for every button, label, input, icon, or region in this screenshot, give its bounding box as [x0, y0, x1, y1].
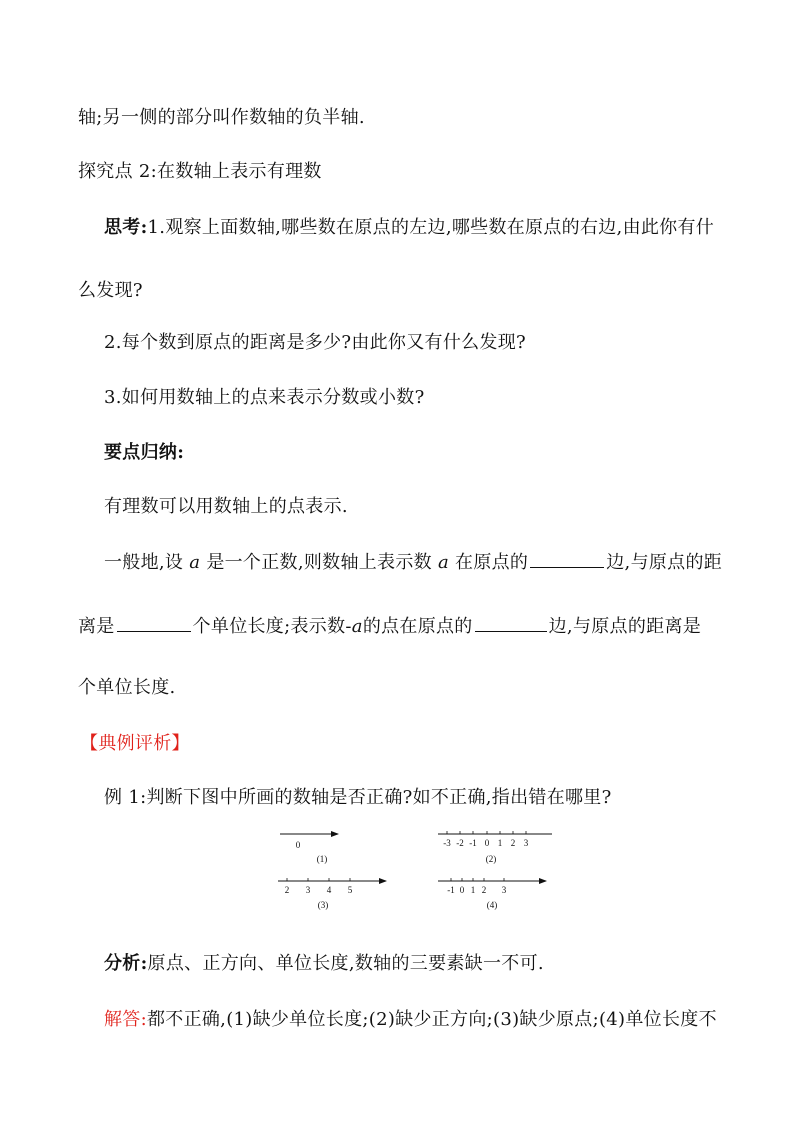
- answer-label: 解答:: [104, 1009, 147, 1030]
- example-1-question: 例 1:判断下图中所画的数轴是否正确?如不正确,指出错在哪里?: [104, 787, 612, 808]
- analysis-line: [104, 952, 544, 976]
- fig3-tick-label: 4: [326, 885, 332, 895]
- variable-a-2: a: [437, 552, 450, 573]
- summary-label: 要点归纳:: [104, 442, 185, 463]
- think-q1-text: 1.观察上面数轴,哪些数在原点的左边,哪些数在原点的右边,由此你有什: [147, 217, 715, 238]
- fig4-tick-label: 2: [481, 885, 487, 895]
- number-line-figures: [0, 826, 800, 916]
- fig2-tick-label: -2: [456, 838, 464, 848]
- fig3-tick-label: 5: [347, 885, 353, 895]
- fig4-tick-label: 1: [470, 885, 476, 895]
- think-question-1: [104, 216, 714, 240]
- figure-1-number-line: [280, 834, 338, 864]
- summary-3-part-a: 离是: [78, 616, 115, 637]
- fill-blank-3[interactable]: [475, 613, 547, 632]
- summary-line-4: 个单位长度.: [78, 677, 176, 698]
- fig1-caption: (1): [316, 854, 328, 864]
- example-section-header: 【典例评析】: [80, 733, 190, 754]
- summary-2-part-a: 一般地,设: [104, 552, 190, 573]
- fig4-tick-label: 3: [501, 885, 507, 895]
- fig4-caption: (4): [486, 900, 498, 910]
- fig2-caption: (2): [485, 854, 497, 864]
- section-heading-explore-2: 探究点 2:在数轴上表示有理数: [78, 161, 322, 182]
- fig2-tick-label: -3: [443, 838, 451, 848]
- variable-a: a: [189, 552, 201, 573]
- figure-2-number-line: [438, 831, 552, 864]
- fig2-tick-label: -1: [469, 838, 477, 848]
- fill-blank-1[interactable]: [530, 549, 604, 568]
- think-question-2: 2.每个数到原点的距离是多少?由此你又有什么发现?: [104, 332, 526, 353]
- fig2-tick-label: 3: [523, 838, 529, 848]
- answer-line: [104, 1008, 717, 1032]
- fig3-tick-label: 2: [284, 885, 290, 895]
- fig3-tick-label: 3: [305, 885, 311, 895]
- summary-3-part-b: 个单位长度;表示数-: [192, 616, 352, 637]
- summary-2-part-b: 是一个正数,则数轴上表示数: [200, 552, 438, 573]
- think-question-3: 3.如何用数轴上的点来表示分数或小数?: [104, 387, 425, 408]
- fig2-tick-label: 2: [510, 838, 516, 848]
- summary-line-3: [78, 613, 701, 639]
- summary-3-part-c: 的点在原点的: [362, 616, 473, 637]
- fig2-tick-label: 0: [484, 838, 490, 848]
- variable-a-3: a: [351, 616, 363, 637]
- analysis-text: 原点、正方向、单位长度,数轴的三要素缺一不可.: [147, 953, 544, 974]
- fig3-caption: (3): [317, 900, 329, 910]
- fig1-tick-label: 0: [295, 840, 301, 850]
- fill-blank-2[interactable]: [117, 613, 191, 632]
- fig4-tick-label: 0: [459, 885, 465, 895]
- answer-text: 都不正确,(1)缺少单位长度;(2)缺少正方向;(3)缺少原点;(4)单位长度不: [146, 1009, 717, 1030]
- think-question-1-cont: 么发现?: [78, 280, 143, 301]
- summary-2-part-d: 边,与原点的距: [606, 552, 723, 573]
- analysis-label: 分析:: [104, 953, 148, 974]
- fig4-tick-label: -1: [447, 885, 455, 895]
- figure-3-number-line: [278, 878, 386, 910]
- fig2-tick-label: 1: [497, 838, 503, 848]
- summary-line-1: 有理数可以用数轴上的点表示.: [104, 496, 348, 517]
- summary-line-2: [104, 549, 722, 575]
- figure-4-number-line: [438, 878, 546, 910]
- text-line-1: 轴;另一侧的部分叫作数轴的负半轴.: [78, 107, 365, 128]
- summary-3-part-d: 边,与原点的距离是: [548, 616, 702, 637]
- summary-2-part-c: 在原点的: [449, 552, 529, 573]
- think-label: 思考:: [104, 217, 148, 238]
